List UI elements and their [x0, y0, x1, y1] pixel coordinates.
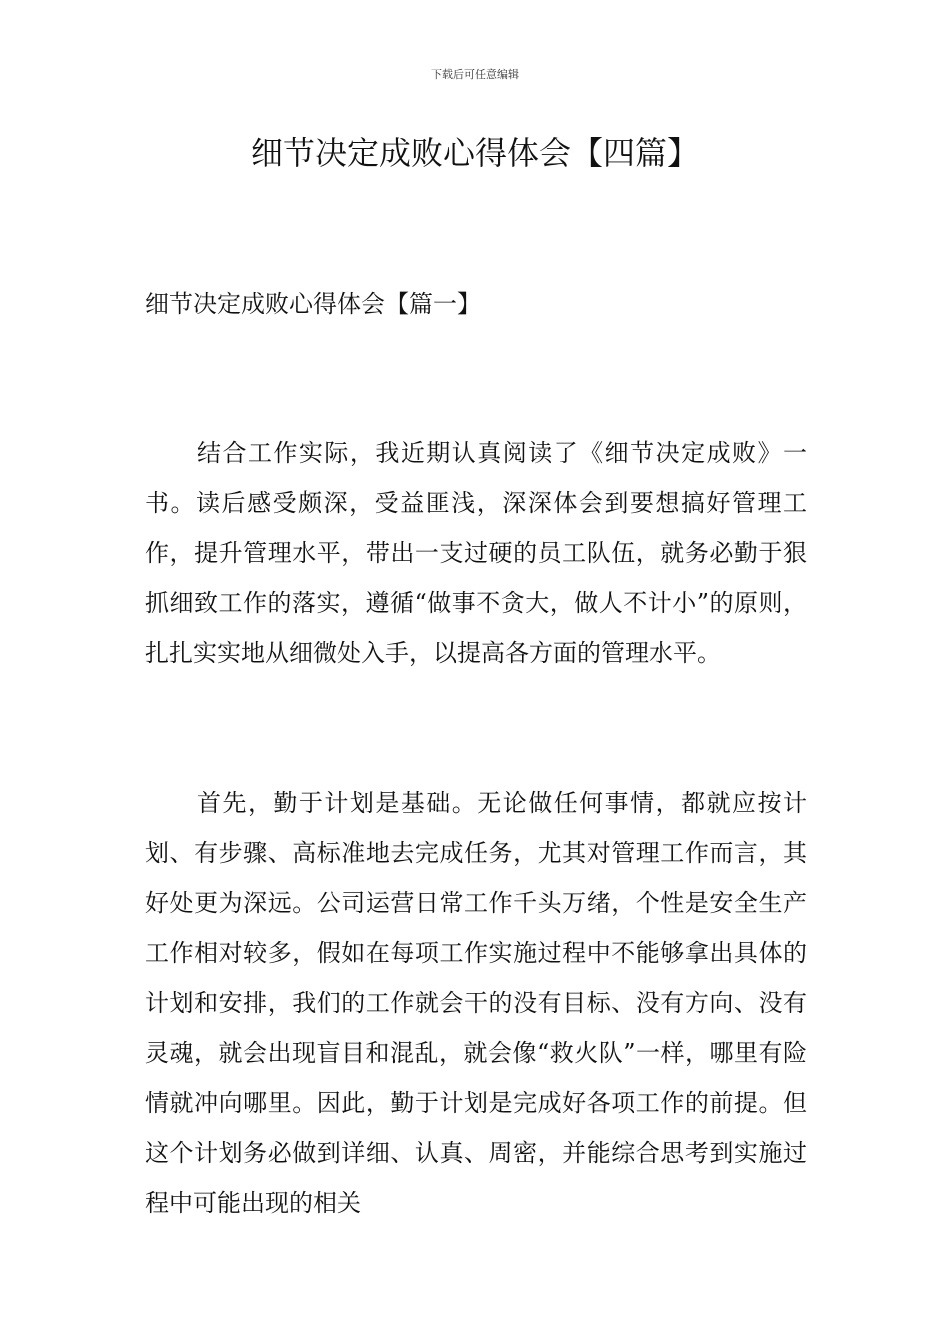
document-title: 细节决定成败心得体会【四篇】: [250, 134, 699, 172]
body-paragraph: 首先，勤于计划是基础。无论做任何事情，都就应按计划、有步骤、高标准地去完成任务，尤其对管理工作而言，其好处更为深远。公司运营日常工作千头万绪，个性是安全生产工作相对较多，假如在每项工作实施过程中不能够拿出具体的计划和安排，我们的工作就会干的没有目标、没有方向、没有灵魂，就会出现盲目和混乱，就会像“救火队”一样，哪里有险情就冲向哪里。因此，勤于计划是完成好各项工作的前提。但这个计划务必做到详细、认真、周密，并能综合思考到实施过程中可能出现的相关: [145, 789, 807, 1217]
header-note: 下载后可任意编辑: [431, 68, 519, 81]
body-paragraph: 结合工作实际，我近期认真阅读了《细节决定成败》一书。读后感受颇深，受益匪浅，深深体会到要想搞好管理工作，提升管理水平，带出一支过硬的员工队伍，就务必勤于狠抓细致工作的落实，遵循“做事不贪大，做人不计小”的原则，扎扎实实地从细微处入手，以提高各方面的管理水平。: [145, 439, 807, 667]
section-heading: 细节决定成败心得体会【篇一】: [145, 290, 481, 318]
